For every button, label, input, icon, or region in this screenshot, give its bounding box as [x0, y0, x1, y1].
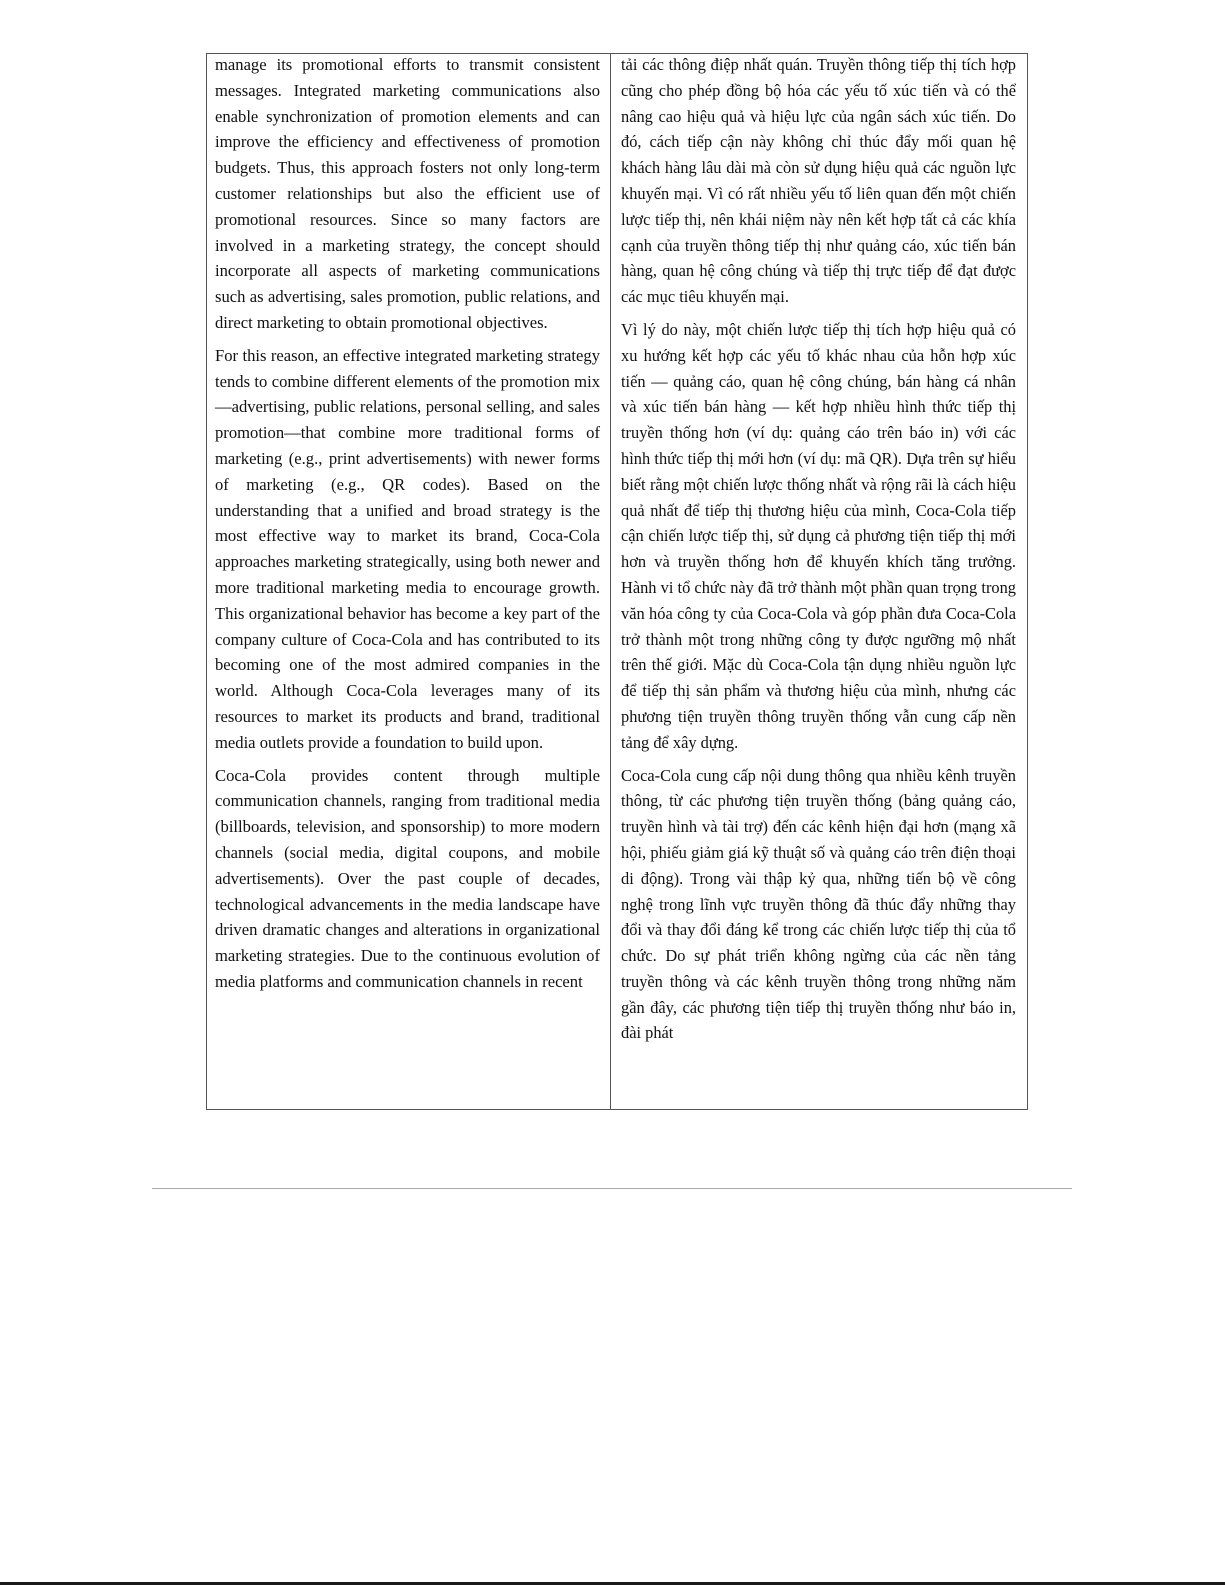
vietnamese-paragraph-2: Vì lý do này, một chiến lược tiếp thị tích hợp hiệu quả có xu hướng kết hợp các yếu tố khác nhau của hỗn hợp xúc tiến — quảng cáo, quan hệ công chúng, bán hàng cá nhân và xúc tiến bán hàng — kết hợp nhiều hình thức tiếp thị truyền thống hơn (ví dụ: quảng cáo trên báo in) với các hình thức tiếp thị mới hơn (ví dụ: mã QR). Dựa trên sự hiểu biết rằng một chiến lược thống nhất và rộng rãi là cách hiệu quả nhất để tiếp thị thương hiệu của mình, Coca-Cola tiếp cận chiến lược tiếp thị, sử dụng cả phương tiện tiếp thị mới hơn và truyền thống hơn để khuyến khích tăng trưởng. Hành vi tổ chức này đã trở thành một phần quan trọng trong văn hóa công ty của Coca-Cola và góp phần đưa Coca-Cola trở thành một trong những công ty được ngưỡng mộ nhất trên thế giới. Mặc dù Coca-Cola tận dụng nhiều nguồn lực để tiếp thị sản phẩm và thương hiệu của mình, nhưng các phương tiện truyền thông truyền thống vẫn cung cấp nền tảng để xây dựng.: [621, 319, 1016, 752]
english-paragraph-2: For this reason, an effective integrated marketing strategy tends to combine different elements of the promotion mix—advertising, public relations, personal selling, and sales promotion—that combine more traditional forms of marketing (e.g., print advertisements) with newer forms of marketing (e.g., QR codes). Based on the understanding that a unified and broad strategy is the most effective way to market its brand, Coca-Cola approaches marketing strategically, using both newer and more traditional marketing media to encourage growth. This organizational behavior has become a key part of the company culture of Coca-Cola and has contributed to its becoming one of the most admired companies in the world. Although Coca-Cola leverages many of its resources to market its products and brand, traditional media outlets provide a foundation to build upon.: [215, 345, 600, 752]
vietnamese-text-column: [611, 54, 1027, 1109]
vietnamese-paragraph-1: tải các thông điệp nhất quán. Truyền thông tiếp thị tích hợp cũng cho phép đồng bộ hóa các yếu tố xúc tiến và có thể nâng cao hiệu quả và hiệu lực của ngân sách xúc tiến. Do đó, cách tiếp cận này không chỉ thúc đẩy mối quan hệ khách hàng lâu dài mà còn sử dụng hiệu quả các nguồn lực khuyến mại. Vì có rất nhiều yếu tố liên quan đến một chiến lược tiếp thị, nên khái niệm này nên kết hợp tất cả các khía cạnh của truyền thông tiếp thị như quảng cáo, xúc tiến bán hàng, quan hệ công chúng và tiếp thị trực tiếp để đạt được các mục tiêu khuyến mại.: [621, 55, 1016, 307]
english-paragraph-1: manage its promotional efforts to transmit consistent messages. Integrated marketing communications also enable synchronization of promotion elements and can improve the efficiency and effectiveness of promotion budgets. Thus, this approach fosters not only long-term customer relationships but also the efficient use of promotional resources. Since so many factors are involved in a marketing strategy, the concept should incorporate all aspects of marketing communications such as advertising, sales promotion, public relations, and direct marketing to obtain promotional objectives.: [215, 55, 600, 332]
english-paragraph-3: Coca-Cola provides content through multiple communication channels, ranging from traditional media (billboards, television, and sponsorship) to more modern channels (social media, digital coupons, and mobile advertisements). Over the past couple of decades, technological advancements in the media landscape have driven dramatic changes and alterations in organizational marketing strategies. Due to the continuous evolution of media platforms and communication channels in recent: [215, 765, 600, 991]
vietnamese-paragraph-3: Coca-Cola cung cấp nội dung thông qua nhiều kênh truyền thông, từ các phương tiện truyền thống (bảng quảng cáo, truyền hình và tài trợ) đến các kênh hiện đại hơn (mạng xã hội, phiếu giảm giá kỹ thuật số và quảng cáo trên điện thoại di động). Trong vài thập kỷ qua, những tiến bộ về công nghệ trong lĩnh vực truyền thông đã thúc đẩy những thay đổi và thay đổi đáng kể trong các chiến lược tiếp thị của tổ chức. Do sự phát triển không ngừng của các nền tảng truyền thông và các kênh truyền thông trong những năm gần đây, các phương tiện tiếp thị truyền thống như báo in, đài phát: [621, 765, 1016, 1043]
page-footer-divider: [152, 1188, 1072, 1189]
english-text-column: [207, 54, 611, 1109]
bilingual-text-table: [206, 53, 1028, 1110]
